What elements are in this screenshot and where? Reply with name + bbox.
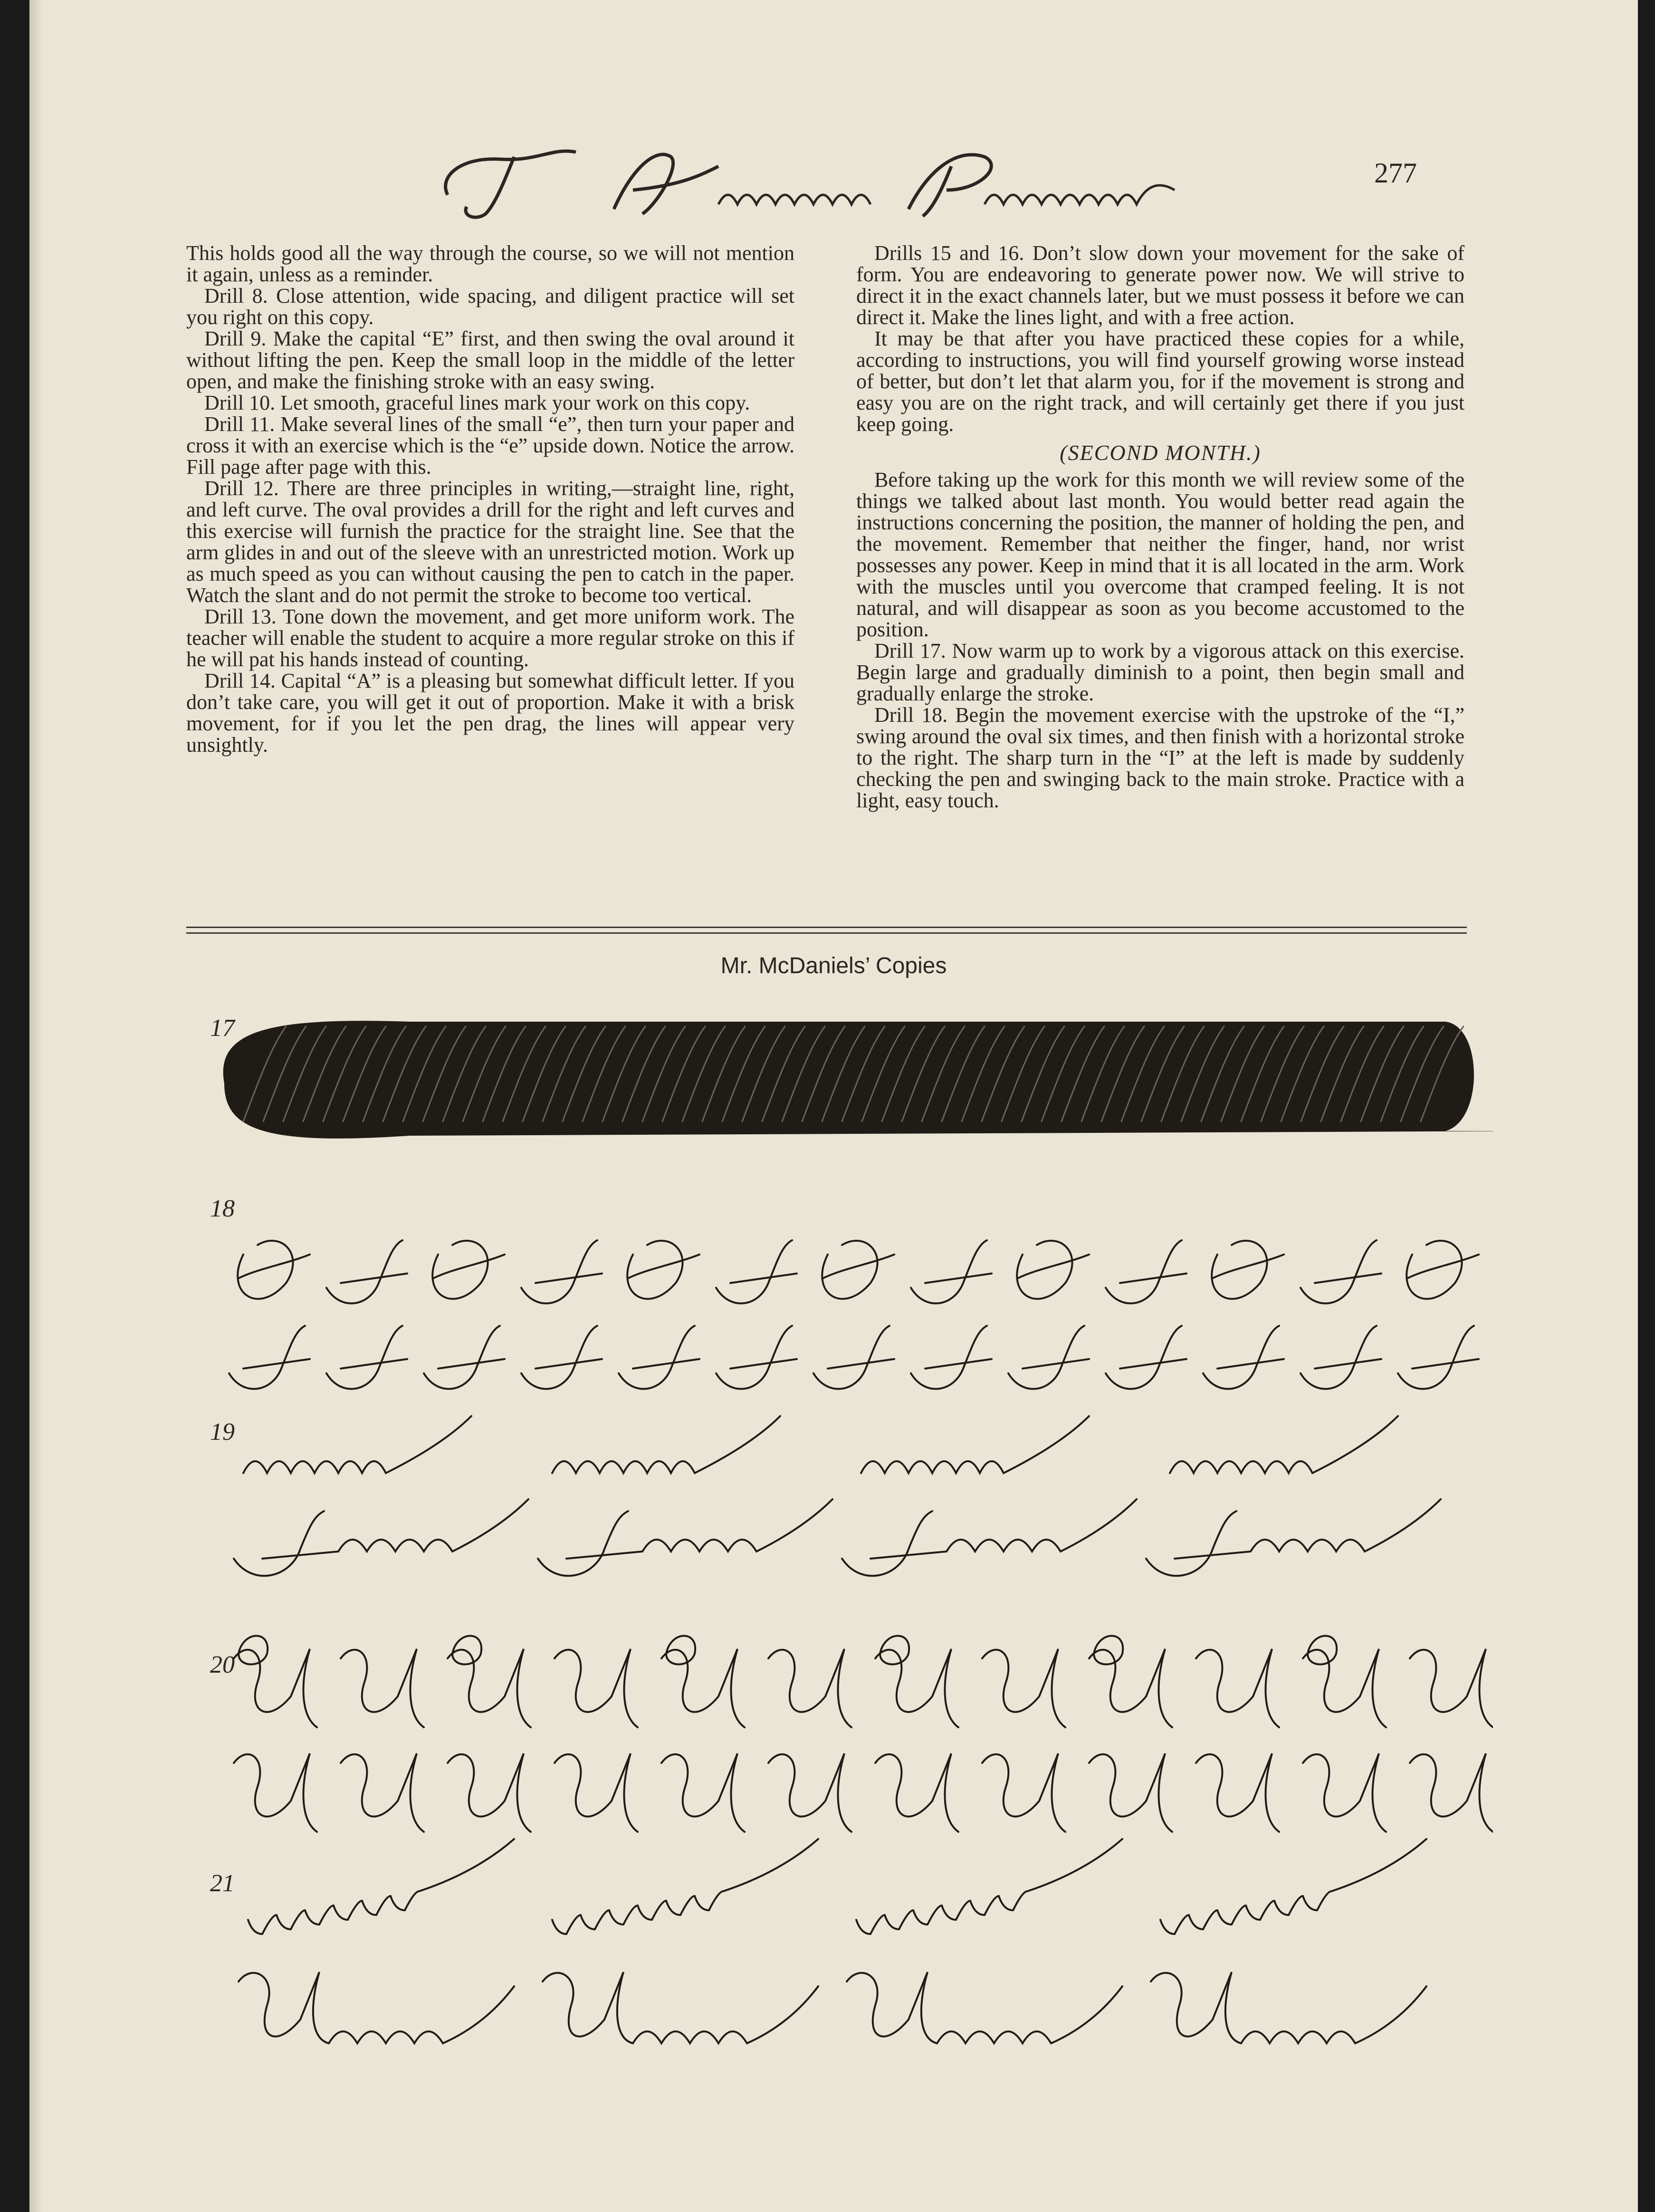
uun-word-stroke bbox=[543, 1972, 818, 2043]
capital-u-stroke bbox=[234, 1753, 317, 1832]
i-stroke bbox=[619, 1326, 699, 1389]
drill-20-capital-u-row-2 bbox=[234, 1753, 1493, 1832]
capital-u-stroke bbox=[768, 1753, 851, 1832]
drill-number-17: 17 bbox=[210, 1015, 235, 1042]
i-stroke bbox=[716, 1240, 797, 1303]
paragraph: It may be that after you have practiced these copies for a while, according to instructions, you will find yourself growing worse instead of better, but don’t let that alarm you, for if the movement is strong and easy you are on the right track, and will certainly get there if you just keep going. bbox=[856, 327, 1464, 436]
uun-word-stroke bbox=[847, 1972, 1122, 2043]
paragraph: Drill 11. Make several lines of the small “e”, then turn your paper and cross it with an exercise which is the “e” upside down. Notice the arrow. Fill page after page with this. bbox=[186, 412, 794, 479]
oval-stroke bbox=[822, 1241, 877, 1299]
oval-stroke bbox=[627, 1241, 682, 1299]
small-u-stroke bbox=[248, 1839, 514, 1934]
drill-18-oval-row bbox=[238, 1240, 1479, 1303]
magazine-page bbox=[29, 0, 1638, 2212]
i-stroke bbox=[424, 1326, 505, 1389]
drill-19-i-word-row bbox=[234, 1499, 1441, 1576]
drill-18-i-row bbox=[229, 1326, 1479, 1389]
drill-20-capital-u-row-1 bbox=[234, 1636, 1493, 1728]
i-word-stroke bbox=[538, 1499, 832, 1576]
capital-u-stroke bbox=[1196, 1649, 1279, 1727]
i-word-stroke bbox=[1146, 1499, 1441, 1576]
capital-u-stroke bbox=[1196, 1753, 1279, 1832]
capital-u-stroke bbox=[1303, 1649, 1386, 1727]
capital-u-stroke bbox=[661, 1753, 745, 1832]
i-word-stroke bbox=[842, 1499, 1137, 1576]
capital-u-stroke bbox=[982, 1649, 1065, 1727]
i-stroke bbox=[326, 1326, 407, 1389]
capital-u-stroke bbox=[448, 1753, 531, 1832]
drill-number-18: 18 bbox=[210, 1195, 235, 1222]
paragraph: Drill 8. Close attention, wide spacing, and diligent practice will set you right on this copy. bbox=[186, 284, 794, 329]
running-stroke bbox=[1170, 1416, 1398, 1473]
oval-cross-stroke bbox=[823, 1254, 894, 1278]
paragraph: Drill 17. Now warm up to work by a vigorous attack on this exercise. Begin large and gradually diminish to a point, then begin small and gradually enlarge the stroke. bbox=[856, 639, 1464, 705]
capital-u-stroke bbox=[341, 1753, 424, 1832]
paragraph: Drill 13. Tone down the movement, and get more uniform work. The teacher will enable the student to acquire a more regular stroke on this if he will pat his hands instead of counting. bbox=[186, 605, 794, 671]
drill-21-uun-word-row bbox=[239, 1972, 1426, 2043]
i-stroke bbox=[1106, 1326, 1186, 1389]
drill-17-compact-oval-band bbox=[223, 1021, 1493, 1139]
i-word-stroke bbox=[234, 1499, 528, 1576]
i-stroke bbox=[521, 1326, 602, 1389]
oval-stroke bbox=[1017, 1241, 1072, 1299]
paragraph: Drill 10. Let smooth, graceful lines mark your work on this copy. bbox=[204, 391, 750, 414]
capital-u-stroke bbox=[555, 1649, 638, 1727]
capital-u-stroke bbox=[555, 1753, 638, 1832]
paragraph: This holds good all the way through the course, so we will not mention it again, unless as a reminder. bbox=[186, 241, 794, 286]
small-u-stroke bbox=[1160, 1839, 1426, 1934]
uun-word-stroke bbox=[1151, 1972, 1426, 2043]
drill-21-small-u-row bbox=[248, 1839, 1426, 1934]
i-stroke bbox=[1008, 1326, 1089, 1389]
i-stroke bbox=[911, 1326, 992, 1389]
paragraph: Drill 14. Capital “A” is a pleasing but somewhat difficult letter. If you don’t take care, you will get it out of proportion. Make it with a brisk movement, for if you let the pen drag, the lines will appear very unsightly. bbox=[186, 669, 794, 756]
capital-u-stroke bbox=[234, 1649, 317, 1727]
drill-number-19: 19 bbox=[210, 1418, 235, 1446]
capital-u-stroke bbox=[448, 1649, 531, 1727]
capital-u-stroke bbox=[661, 1649, 745, 1727]
oval-cross-stroke bbox=[1407, 1254, 1479, 1278]
paragraph: Drill 9. Make the capital “E” first, and then swing the oval around it without lifting the pen. Keep the small loop in the middle of the letter open, and make the finishing stroke with an easy swing. bbox=[186, 327, 794, 393]
paragraph: Before taking up the work for this month we will review some of the things we talked about last month. You would better read again the instructions concerning the position, the manner of holding the pen, and the movement. Remember that neither the finger, hand, nor wrist possesses any power. Keep in mind that it is all located in the arm. Work with the muscles until you overcome that cramped feeling. It is not natural, and will disappear as soon as you become accustomed to the position. bbox=[856, 468, 1464, 641]
section-heading: (SECOND MONTH.) bbox=[1060, 440, 1261, 465]
small-u-stroke bbox=[856, 1839, 1122, 1934]
i-stroke bbox=[1301, 1240, 1381, 1303]
oval-cross-stroke bbox=[239, 1254, 310, 1278]
capital-u-stroke bbox=[768, 1649, 851, 1727]
oval-stroke bbox=[1406, 1241, 1462, 1299]
divider-rule bbox=[186, 927, 1467, 928]
oval-stroke bbox=[432, 1241, 488, 1299]
paragraph: Drill 12. There are three principles in writing,—straight line, right, and left curve. The oval provides a drill for the right and left curves and this exercise will furnish the practice for the straight line. See that the arm glides in and out of the sleeve with an unrestricted motion. Work up as much speed as you can without causing the pen to catch in the paper. Watch the slant and do not permit the stroke to become too vertical. bbox=[186, 477, 794, 607]
oval-stroke bbox=[238, 1241, 293, 1299]
oval-cross-stroke bbox=[1213, 1254, 1284, 1278]
capital-u-stroke bbox=[1410, 1753, 1493, 1832]
left-column bbox=[186, 242, 794, 756]
i-stroke bbox=[1301, 1326, 1381, 1389]
running-stroke bbox=[861, 1416, 1089, 1473]
small-u-stroke bbox=[552, 1839, 818, 1934]
divider-rule bbox=[186, 932, 1467, 934]
paragraph: Drill 18. Begin the movement exercise with the upstroke of the “I,” swing around the oval six times, and then finish with a horizontal stroke to the right. The sharp turn in the “I” at the left is made by suddenly checking the pen and swinging back to the main stroke. Practice with a light, easy touch. bbox=[856, 703, 1464, 812]
drill-number-20: 20 bbox=[210, 1651, 235, 1678]
oval-cross-stroke bbox=[628, 1254, 699, 1278]
drill-19-small-stroke-row bbox=[243, 1416, 1398, 1473]
paragraph: Drills 15 and 16. Don’t slow down your movement for the sake of form. You are endeavoring to generate power now. We will strive to direct it in the exact channels later, but we must possess it before we can direct it. Make the lines light, and with a free action. bbox=[856, 241, 1464, 329]
i-stroke bbox=[1203, 1326, 1284, 1389]
capital-u-stroke bbox=[875, 1649, 958, 1727]
i-stroke bbox=[229, 1326, 310, 1389]
masthead-script-logo bbox=[433, 138, 1270, 223]
capital-u-stroke bbox=[875, 1753, 958, 1832]
capital-u-stroke bbox=[1303, 1753, 1386, 1832]
capital-u-stroke bbox=[1410, 1649, 1493, 1727]
i-stroke bbox=[911, 1240, 992, 1303]
page-gutter-shadow bbox=[29, 0, 44, 2212]
capital-u-stroke bbox=[982, 1753, 1065, 1832]
i-stroke bbox=[1106, 1240, 1186, 1303]
copies-title: Mr. McDaniels’ Copies bbox=[720, 953, 947, 978]
oval-stroke bbox=[1212, 1241, 1267, 1299]
capital-u-stroke bbox=[1089, 1649, 1172, 1727]
running-stroke bbox=[243, 1416, 471, 1473]
i-stroke bbox=[813, 1326, 894, 1389]
oval-cross-stroke bbox=[433, 1254, 505, 1278]
i-stroke bbox=[1398, 1326, 1479, 1389]
uun-word-stroke bbox=[239, 1972, 514, 2043]
right-column bbox=[856, 242, 1464, 811]
capital-u-stroke bbox=[1089, 1753, 1172, 1832]
i-stroke bbox=[521, 1240, 602, 1303]
oval-cross-stroke bbox=[1018, 1254, 1089, 1278]
page-number: 277 bbox=[1374, 157, 1417, 189]
capital-u-stroke bbox=[341, 1649, 424, 1727]
i-stroke bbox=[326, 1240, 407, 1303]
drill-number-21: 21 bbox=[210, 1870, 235, 1897]
running-stroke bbox=[552, 1416, 780, 1473]
penmanship-copies-figure bbox=[172, 988, 1493, 2110]
i-stroke bbox=[716, 1326, 797, 1389]
